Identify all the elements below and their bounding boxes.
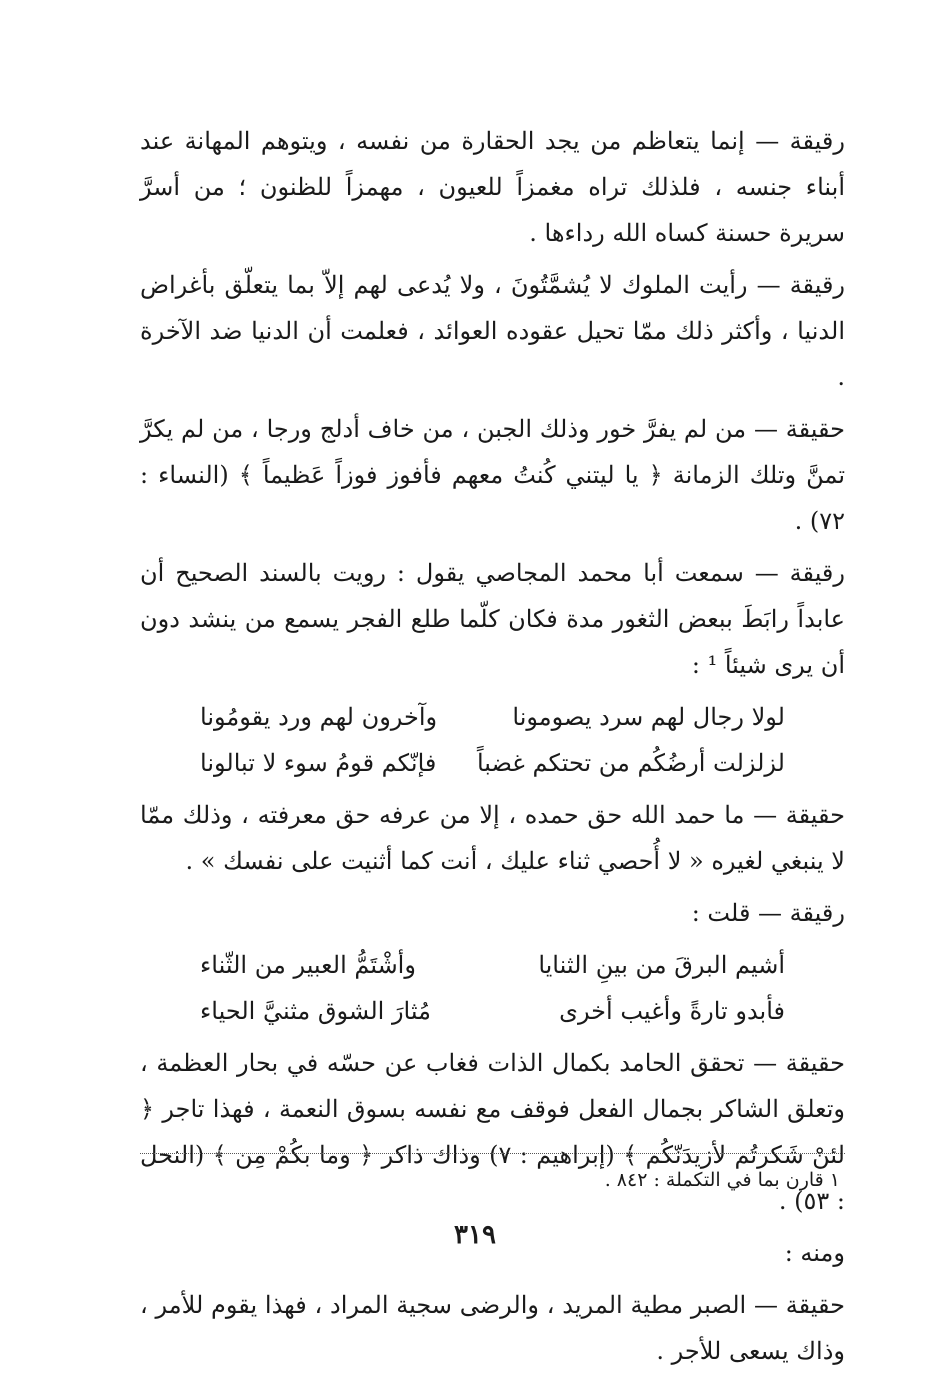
hemistich: مُثارَ الشوق مثنيَّ الحياء: [200, 997, 431, 1025]
hemistich: فإنّكم قومُ سوء لا تبالونا: [200, 749, 437, 777]
hemistich: أشيم البرقَ من بينِ الثنايا: [538, 951, 785, 979]
paragraph-1: رقيقة — إنما يتعاظم من يجد الحقارة من نفسه ، ويتوهم المهانة عند أبناء جنسه ، فلذلك تراه مغمزاً للعيون ، مهمزاً للظنون ؛ من أسرَّ سريرة حسنة كساه الله رداءها .: [140, 127, 845, 247]
poem-2: [200, 942, 785, 1034]
paragraph-9: حقيقة — الصبر مطية المريد ، والرضى سجية المراد ، فهذا يقوم للأمر ، وذاك يسعى للأجر .: [140, 1291, 845, 1365]
poem-1-verse-2: [200, 740, 785, 786]
page-number: ٣١٩: [454, 1220, 496, 1250]
hemistich: وأشْتَمُّ العبير من الثّناء: [200, 951, 416, 979]
paragraph-5: حقيقة — ما حمد الله حق حمده ، إلا من عرفه حق معرفته ، وذلك ممّا لا ينبغي لغيره « لا أُحصي ثناء عليك ، أنت كما أثنيت على نفسك » .: [140, 801, 845, 875]
hemistich: لزلزلت أرضُكُم من تحتكم غضباً: [476, 749, 785, 777]
footnote-separator: [140, 1153, 845, 1154]
hemistich: فأبدو تارةً وأغيب أخرى: [559, 997, 785, 1025]
paragraph-2: رقيقة — رأيت الملوك لا يُشمَّتُونَ ، ولا يُدعى لهم إلاّ بما يتعلّق بأغراض الدنيا ، وأكثر ذلك ممّا تحيل عقوده العوائد ، فعلمت أن الدنيا ضد الآخرة .: [140, 271, 845, 391]
paragraph-7: حقيقة — تحقق الحامد بكمال الذات فغاب عن حسّه في بحار العظمة ، وتعلق الشاكر بجمال الفعل فوقف مع نفسه بسوق النعمة ، فهذا تاجر ﴿ لئنْ شَكرتُم لأزيدَنّكُم ﴾ (إبراهيم : ٧) وذاك ذاكر ﴿ وما بكُمْ مِن ﴾ (النحل : ٥٣) .: [140, 1049, 845, 1215]
poem-2-verse-1: [200, 942, 785, 988]
footnote: ١ قارن بما في التكملة : ٨٤٢ .: [604, 1169, 840, 1191]
paragraph-6: رقيقة — قلت :: [691, 899, 845, 927]
hemistich: وآخرون لهم ورد يقومُونا: [200, 703, 438, 731]
poem-1: [200, 694, 785, 786]
poem-2-verse-2: [200, 988, 785, 1034]
paragraph-3: حقيقة — من لم يفرَّ خور وذلك الجبن ، من خاف أدلج ورجا ، من لم يكرَّ تمنَّ وتلك الزمانة ﴿ يا ليتني كُنتُ معهم فأفوز فوزاً عَظيماً ﴾ (النساء : ٧٢) .: [140, 415, 845, 535]
paragraph-4: رقيقة — سمعت أبا محمد المجاصي يقول : رويت بالسند الصحيح أن عابداً رابَطَ ببعض الثغور مدة فكان كلّما طلع الفجر يسمع من ينشد دون أن يرى شيئاً ¹ :: [140, 559, 845, 679]
poem-1-verse-1: [200, 694, 785, 740]
hemistich: لولا رجال لهم سرد يصومونا: [512, 703, 785, 731]
paragraph-8: ومنه :: [784, 1239, 845, 1267]
